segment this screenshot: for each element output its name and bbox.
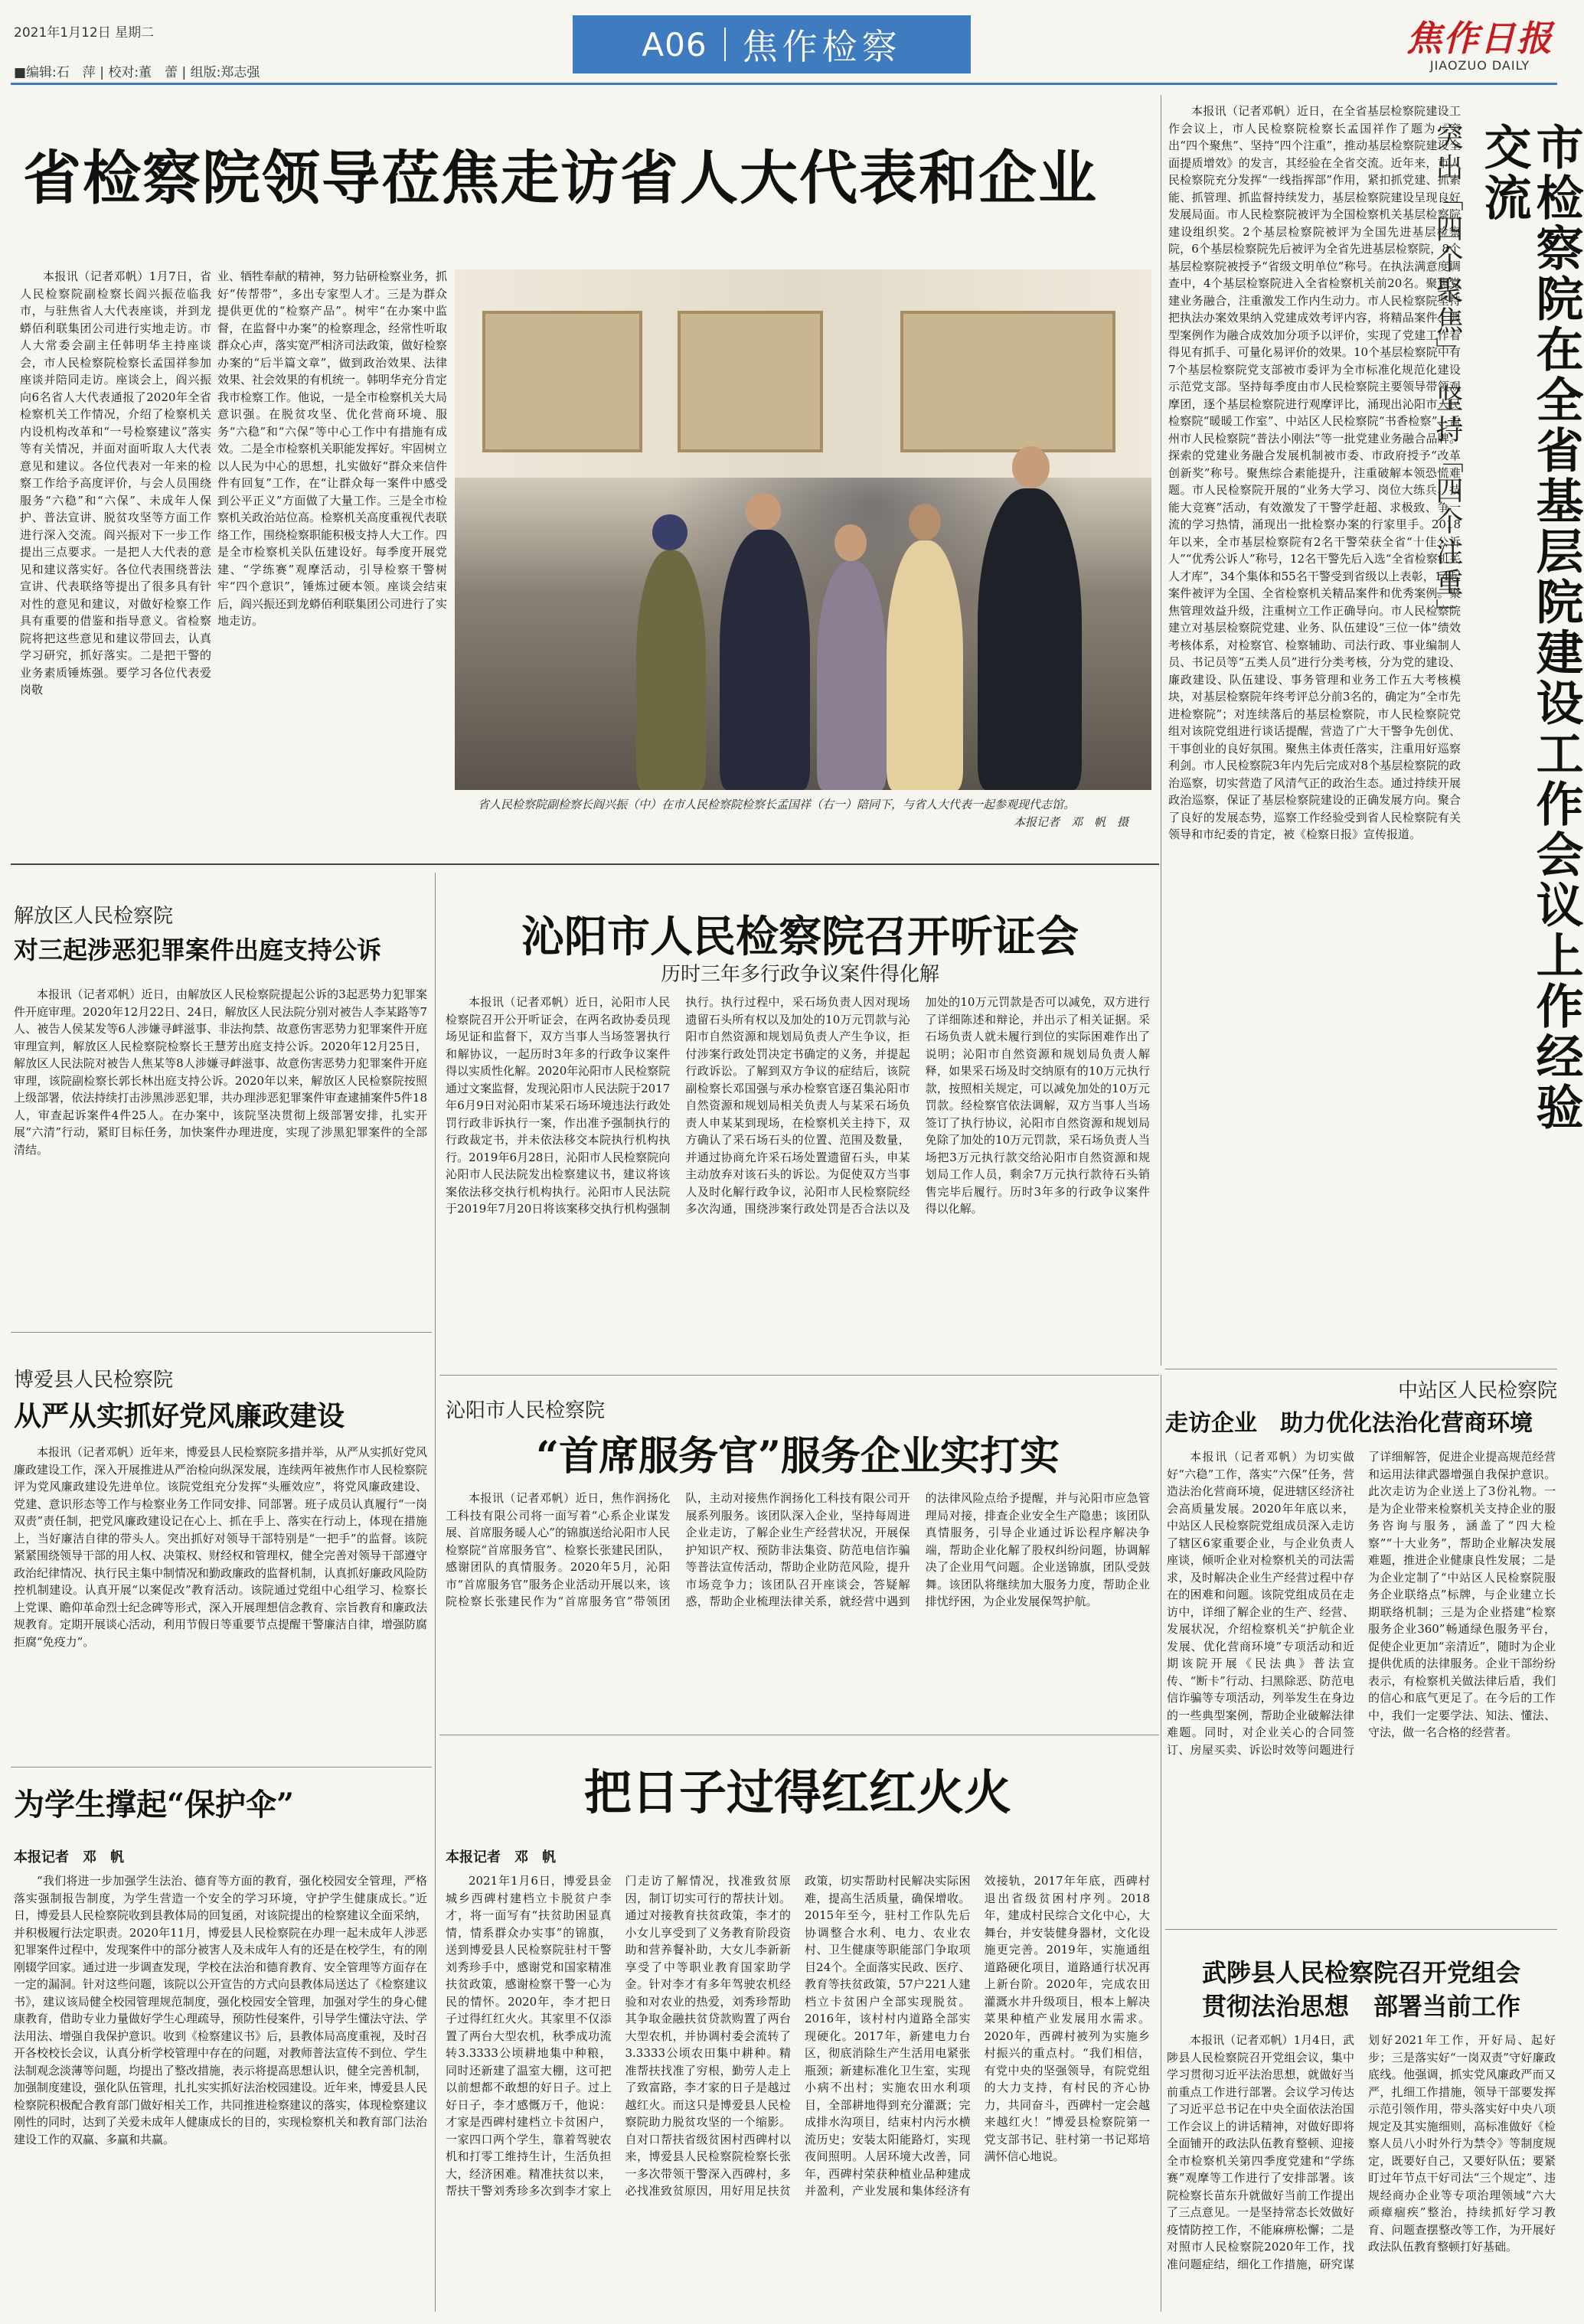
lead-headline: 省检察院领导莅焦走访省人大代表和企业 bbox=[23, 144, 1098, 212]
service-rule bbox=[439, 1375, 1159, 1376]
photo-person-3 bbox=[817, 561, 887, 790]
jiefang-body bbox=[14, 986, 427, 1284]
lead-column-1 bbox=[20, 268, 211, 842]
boai-body bbox=[14, 1444, 427, 1758]
boai-body-text: 本报讯（记者邓帆）近年来，博爱县人民检察院多措并举，从严从实抓好党风廉政建设工作，深入开展推进从严治检向纵深发展，连续两年被焦作市人民检察院评为党风廉政建设先进单位。该院党组充分发挥“头雁效应”，将党风廉政建设、党建、意识形态等工作与检察业务工作同安排、同部署。班子成员认真履行“一岗双责”责任制，把党风廉政建设记在心上、抓在手上、落实在行动上，体现在措施上，当好廉洁自律的带头人。突出抓好对领导干部特别是“一把手”的监督。该院紧紧围绕领导干部的用人权、决策权、财经权和管理权，健全完善对领导干部遵守政治纪律情况、执行民主集中制情况和勤政廉政的监督机制，认真抓好廉政风险防控机制建设。认真开展“以案促改”教育活动。该院通过党组中心组学习、检察长上党课、瞻仰革命烈士纪念碑等形式，深入开展理想信念教育、宗旨教育和廉政法规教育。定期开展谈心活动，利用节假日等重要节点提醒干警廉洁自律，增强防腐拒腐“免疫力”。 bbox=[14, 1445, 428, 1649]
banner-divider bbox=[724, 28, 726, 61]
service-headline: “首席服务官”服务企业实打实 bbox=[536, 1433, 1060, 1480]
photo-head-4 bbox=[909, 504, 941, 540]
service-kicker: 沁阳市人民检察院 bbox=[446, 1399, 606, 1422]
jiefang-kicker: 解放区人民检察院 bbox=[14, 905, 174, 928]
umbrella-byline: 本报记者 邓 帆 bbox=[14, 1849, 124, 1865]
photo-head-2 bbox=[746, 493, 781, 530]
zhongzhan-body-text: 本报讯（记者邓帆）为切实做好“六稳”工作，落实“六保”任务，营造法治化营商环境，促进辖区经济社会高质量发展。2020年年底以来，中站区人民检察院党组成员深入走访了辖区6家重要企业，与企业负责人座谈，倾听企业对检察机关的司法需求，及时解决企业生产经营过程中存在的困难和问题。该院党组成员在走访中，详细了解企业的生产、经营、发展状况，介绍检察机关“护航企业发展、优化营商环境”专项活动和近期该院开展《民法典》普法宣传、“断卡”行动、扫黑除恶、防范电信诈骗等专项活动，列举发生在身边的一些典型案例，帮助企业破解法律难题。同时，对企业关心的合同签订、房屋买卖、诉讼时效等问题进行了详细解答，促进企业提高规范经营和运用法律武器增强自我保护意识。此次走访为企业送上了3份礼物。一是为企业带来检察机关支持企业的服务咨询与服务，涵盖了“四大检察”“十大业务”，帮助企业解决发展难题，推进企业健康良性发展；二是为企业定制了“中站区人民检察院服务企业联络点”标牌，与企业建立长期联络机制；三是为企业搭建“检察服务企业360”畅通绿色服务平台，促使企业更加“亲清近”，随时为企业提供优质的法律服务。企业干部纷纷表示，有检察机关做法律后盾，我们的信心和底气更足了。在今后的工作中，我们一定要学法、知法、懂法、守法，做一名合格的经营者。 bbox=[1167, 1450, 1556, 1757]
hearing-body bbox=[446, 994, 1150, 1359]
page-number: A06 bbox=[642, 25, 707, 64]
lead-column-2 bbox=[217, 268, 447, 842]
hearing-body-text: 本报讯（记者邓帆）近日，沁阳市人民检察院召开公开听证会，在两名政协委员现场见证和监督下，双方当事人当场签署执行和解协议，一起历时3年多的行政争议案件得以实质性化解。2020年沁阳市人民检察院通过文案监督，发现沁阳市人民法院于2017年6月9日对沁阳市某采石场环境违法行政处罚行政非诉执行一案，作出准予强制执行的行政裁定书，并未依法移交本院执行机构执行。2019年6月28日，沁阳市人民检察院向沁阳市人民法院发出检察建议书，建议将该案依法移交执行机构执行。沁阳市人民法院于2019年7月20日将该案移交执行机构强制执行。执行过程中，采石场负责人因对现场遗留石头所有权以及加处的10万元罚款与沁阳市自然资源和规划局负责人产生争议，拒付涉案行政处罚决定书确定的义务，并提起行政诉讼。了解到双方争议的症结后，该院副检察长邓国强与承办检察官逐召集沁阳市自然资源和规划局相关负责人与某采石场负责人申某某到现场，在检察机关主持下，双方确认了采石场石头的位置、范围及数量，并通过协商允许采石场处置遗留石头，申某主动放弃对该石头的诉讼。为促使双方当事人及时化解行政争议，沁阳市人民检察院经多次沟通，围绕涉案行政处罚是否合法以及加处的10万元罚款是否可以减免，双方进行了详细陈述和辩论，并出示了相关证据。采石场负责人就未履行到位的实际困难作出了说明；沁阳市自然资源和规划局负责人解释，如果采石场及时交纳原有的10万元执行款，按照相关规定，可以减免加处的10万元罚款。经检察官依法调解，双方当事人当场签订了执行协议，沁阳市自然资源和规划局免除了加处的10万元罚款，采石场负责人当场把3万元执行款交给沁阳市自然资源和规划局工作人员，剩余7万元执行款待石头销售完毕后履行。历时3年多的行政争议案件得以化解。 bbox=[446, 995, 1150, 1216]
lead-col1-text: 本报讯（记者邓帆）1月7日，省人民检察院副检察长阎兴振莅临我市，与驻焦省人大代表座谈，并到龙蟒佰利联集团公司进行实地走访。市人大常委会副主任韩明华主持座谈会，市人民检察院检察长孟国祥参加座谈并陪同走访。座谈会上，阎兴振向6名省人大代表通报了2020年全省检察机关工作情况，介绍了检察机关内设机构改革和“一号检察建议”落实等有关情况，并面对面听取人大代表意见和建议。各位代表对一年来的检察工作给予高度评价，与会人员围绕服务“六稳”和“六保”、未成年人保护、普法宣讲、脱贫攻坚等方面工作进行深入交流。阎兴振对下一步工作提出三点要求。一是把人大代表的意见和建议落实好。各位代表围绕普法宣讲、代表联络等提出了很多具有针对性的意见和建议，对做好检察工作具有重要的借鉴和指导意义。省检察院将把这些意见和建议带回去，认真学习研究，抓好落实。二是把干警的业务素质锤炼强。要学习各位代表爱岗敬 bbox=[20, 269, 211, 697]
jiefang-body-text: 本报讯（记者邓帆）近日，由解放区人民检察院提起公诉的3起恶势力犯罪案件开庭审理。2020年12月22日、24日，解放区人民法院分别对被告人李某路等7人、被告人侯某发等6人涉嫌寻衅滋事、非法拘禁、故意伤害恶势力犯罪案件开庭审理宣判，解放区人民检察院检察长王慧芳出庭支持公诉。2020年12月25日，解放区人民法院对被告人焦某等8人涉嫌寻衅滋事、故意伤害恶势力犯罪案件开庭审理，该院副检察长郭长林出庭支持公诉。2020年以来，解放区人民检察院按照上级部署，依法持续打击涉黑涉恶犯罪，共办理涉恶犯罪案件审查逮捕案件5件18人，审查起诉案件4件25人。在办案中，该院坚决贯彻上级部署安排，扎实开展“六清”行动，紧盯目标任务，加快案件办理进度，实现了涉黑犯罪案件的全部清结。 bbox=[14, 987, 427, 1157]
masthead-name: 焦作日报 bbox=[1406, 18, 1553, 59]
wuzhi-body bbox=[1167, 2032, 1556, 2307]
jiefang-headline: 对三起涉恶犯罪案件出庭支持公诉 bbox=[14, 935, 382, 965]
col-divider-left bbox=[435, 873, 436, 2312]
header-rule bbox=[11, 83, 1557, 85]
masthead-pinyin: JIAOZUO DAILY bbox=[1429, 58, 1530, 73]
row2-rule bbox=[11, 863, 1159, 865]
service-body bbox=[446, 1490, 1150, 1727]
header-date: 2021年1月12日 星期二 bbox=[14, 25, 155, 41]
photo-display-board-1 bbox=[482, 311, 642, 452]
right-feature-column bbox=[1168, 103, 1461, 1343]
right-feature-text: 本报讯（记者邓帆）近日，在全省基层检察院建设工作会议上，市人民检察院检察长孟国祥作了题为《突出“四个聚焦”、坚持“四个注重”，推动基层检察院建设全面提质增效》的发言，其经验在全省交流。近年来，市人民检察院充分发挥“一线指挥部”作用，紧扣抓党建、抓素能、抓管理、抓监督持续发力，基层检察院建设呈现良好发展局面。市人民检察院被评为全国检察机关基层检察院建设组织奖。2个基层检察院被评为全国先进基层检察院，6个基层检察院先后被评为全省先进基层检察院，8个基层检察院被授予“省级文明单位”称号。在执法满意度调查中，4个基层检察院进入全省检察机关前20名。聚焦党建业务融合，注重激发工作内生动力。市人民检察院坚持把执法办案效果纳入党建成效考评内容，将精品案件、典型案例作为融合成效加分项予以评价，实现了党建工作看得见有抓手、可量化易评价的效果。10个基层检察院中有7个基层检察院党支部被市委评为全市标准化规范化建设示范党支部。坚持每季度由市人民检察院主要领导带领观摩团，逐个基层检察院进行观摩评比，涌现出沁阳市人民检察院“暖暖工作室”、中站区人民检察院“书香检察”、孟州市人民检察院“普法小刚法”等一批党建业务融合品牌。探索的党建业务融合发展机制被市委、市政府授予“改革创新奖”称号。聚焦综合素能提升，注重破解本领恐慌难题。市人民检察院开展的“业务大学习、岗位大练兵、技能大竞赛”活动，有效激发了干警学赶超、求极致、争一流的学习热情，涌现出一批检察办案的行家里手。2018年以来，全市基层检察院有2名干警荣获全省“十佳公诉人”“优秀公诉人”称号，12名干警先后入选“全省检察机关人才库”，34个集体和55名干警受到省级以上表彰，14起案件被评为全国、全省检察机关精品案件和优秀案例。聚焦管理效益升级，注重树立工作正确导向。市人民检察院建立对基层检察院党建、业务、队伍建设“三位一体”绩效考核体系，对检察官、检察辅助、司法行政、事业编制人员、书记员等“五类人员”进行分类考核，分为党的建设、廉政建设、队伍建设、事务管理和业务工作五大考核模块，对基层检察院年终考评总分前3名的，确定为“全市先进检察院”；对连续落后的基层检察院，市人民检察院党组对该院党组进行谈话提醒，营造了广大干警争先创优、干事创业的良好氛围。聚焦主体责任落实，注重用好巡察利剑。市人民检察院3年内先后完成对8个基层检察院的政治巡察，切实营造了风清气正的政治生态。通过持续开展政治巡察，保证了基层检察院建设的正确发展方向。聚合了良好的发展态势，巡察工作经验受到省人民检察院有关领导和市纪委的肯定，被《检察日报》宣传报道。 bbox=[1168, 104, 1461, 841]
photo-person-5 bbox=[978, 488, 1083, 790]
photo-head-5 bbox=[1012, 446, 1050, 488]
umbrella-headline: 为学生撑起“保护伞” bbox=[14, 1787, 295, 1823]
photo-display-board-2 bbox=[678, 311, 823, 452]
photo-person-1 bbox=[636, 550, 706, 790]
poverty-byline: 本报记者 邓 帆 bbox=[446, 1849, 556, 1865]
boai-headline: 从严从实抓好党风廉政建设 bbox=[14, 1400, 345, 1432]
right-feature-headline: 市检察院在全省基层院建设工作会议上作经验交流 bbox=[1476, 122, 1584, 1133]
masthead-logo bbox=[1399, 11, 1560, 73]
wuzhi-headline-1: 武陟县人民检察院召开党组会 bbox=[1201, 1958, 1520, 1987]
photo-head-1 bbox=[652, 514, 687, 551]
header-editors: ■编辑:石 萍 | 校对:董 蕾 | 组版:郑志强 bbox=[14, 65, 260, 80]
photo-caption bbox=[455, 796, 1151, 831]
lead-col2-text: 业、牺牲奉献的精神，努力钻研检察业务，抓好“传帮带”，多出专家型人才。三是为群众提供更优的“检察产品”。树牢“在办案中监督，在监督中办案”的检察理念，经常性听取群众心声，落实宽严相济司法政策，做好检察办案的“后半篇文章”，做到政治效果、法律效果、社会效果的有机统一。韩明华充分肯定我市检察工作。他说，一是全市检察机关大局意识强。在脱贫攻坚、优化营商环境、服务“六稳”和“六保”等中心工作中有措施有成效。二是全市检察机关职能发挥好。牢固树立以人民为中心的思想，扎实做好“群众来信件件有回复”工作，在“让群众每一案件中感受到公平正义”方面做了大量工作。三是全市检察机关政治站位高。检察机关高度重视代表联络工作，围绕检察职能积极支持人大工作。四是全市检察机关队伍建设好。每季度开展党建、“学练赛”观摩活动，引导检察干警树牢“四个意识”，锤炼过硬本领。座谈会结束后，阎兴振还到龙蟒佰利联集团公司进行了实地走访。 bbox=[217, 269, 448, 628]
photo-credit: 本报记者 邓 帆 摄 bbox=[1013, 815, 1128, 829]
service-body-text: 本报讯（记者邓帆）近日，焦作润扬化工科技有限公司将一面写着“心系企业谋发展、首席服务暖人心”的锦旗送给沁阳市人民检察院“首席服务官”、检察长张建民团队，感谢团队的真情服务。2020年5月，沁阳市“首席服务官”服务企业活动开展以来，该院检察长张建民作为“首席服务官”带领团队，主动对接焦作润扬化工科技有限公司开展系列服务。该团队深入企业，坚持每周进企业走访，了解企业生产经营状况，开展保护知识产权、预防非法集资、防范电信诈骗等普法宣传活动，帮助企业防范风险，提升市场竞争力；该团队召开座谈会，答疑解惑，帮助企业梳理法律关系，就经营中遇到的法律风险点给予提醒，并与沁阳市应急管理局对接，排查企业安全生产隐患；该团队真情服务，引导企业通过诉讼程序解决争端，帮助企业化解了股权纠纷问题，协调解决了企业用气问题。企业送锦旗，团队受鼓舞。该团队将继续加大服务力度，帮助企业排忧纾困，为企业发展保驾护航。 bbox=[446, 1491, 1150, 1608]
section-name: 焦作检察 bbox=[742, 26, 902, 67]
photo-display-board-3 bbox=[900, 311, 1115, 452]
zhongzhan-headline: 走访企业 助力优化法治化营商环境 bbox=[1165, 1410, 1533, 1437]
umbrella-body bbox=[14, 1872, 427, 2306]
wuzhi-headline-2: 贯彻法治思想 部署当前工作 bbox=[1201, 1992, 1520, 2021]
right-feature-subtitle: 突出「四个聚焦」 坚持「四个注重」 bbox=[1432, 122, 1463, 629]
photo-person-4 bbox=[887, 540, 963, 790]
hearing-headline: 沁阳市人民检察院召开听证会 bbox=[521, 912, 1079, 962]
photo-person-2 bbox=[720, 530, 810, 790]
photo-caption-text: 省人民检察院副检察长阎兴振（中）在市人民检察院检察长孟国祥（右一）陪同下，与省人大代表一起参观现代志馆。 bbox=[478, 798, 1076, 811]
photo-head-3 bbox=[834, 524, 867, 561]
poverty-body bbox=[446, 1872, 1150, 2306]
section-banner bbox=[573, 15, 971, 73]
wuzhi-rule bbox=[1165, 1929, 1557, 1930]
umbrella-body-text: “我们将进一步加强学生法治、德育等方面的教育，强化校园安全管理，严格落实强制报告制度，为学生营造一个安全的学习环境，守护学生健康成长。”近日，博爱县人民检察院收到县教体局的回复函，对该院提出的检察建议全面采纳，并积极履行法定职责。2020年11月，博爱县人民检察院在办理一起未成年人涉恶犯罪案件过程中，发现案件中的部分被害人及未成年人有的还是在校学生，有的刚刚辍学回家。通过进一步调查发现，学校在法治和德育教育、安全管理等方面存在一定的漏洞。针对这些问题，该院以公开宣告的方式向县教体局送达了《检察建议书》，建议该局健全校园管理规范制度，强化校园安全管理，加强对学生的身心健康教育，借助专业力量做好学生心理疏导，预防性侵案件，引导学生懂法守法、学法用法、增强自我保护意识。收到《检察建议书》后，县教体局高度重视，及时召开各校校长会议，认真分析学校管理中存在的问题，对教师普法宣传不到位、学生法制观念淡薄等问题，均提出了整改措施，表示将提高思想认识，健全完善机制，加强制度建设，强化队伍管理，扎扎实实抓好法治校园建设。近年来，博爱县人民检察院积极配合教育部门做好相关工作，共同推进检察建议的落实，体现检察建议刚性的同时，达到了关爱未成年人健康成长的目的，实现检察机关和教育部门法治建设工作的双赢、多赢和共赢。 bbox=[14, 1874, 428, 2146]
zhongzhan-kicker: 中站区人民检察院 bbox=[1397, 1379, 1557, 1402]
boai-rule bbox=[11, 1332, 432, 1333]
hearing-subtitle: 历时三年多行政争议案件得化解 bbox=[660, 963, 939, 986]
poverty-headline: 把日子过得红红火火 bbox=[583, 1764, 1011, 1820]
boai-kicker: 博爱县人民检察院 bbox=[14, 1369, 174, 1392]
lead-photo bbox=[455, 269, 1151, 790]
wuzhi-body-text: 本报讯（记者邓帆）1月4日，武陟县人民检察院召开党组会议，集中学习贯彻习近平法治思想，就做好当前重点工作进行部署。会议学习传达了习近平总书记在中央全面依法治国工作会议上的讲话精神，对做好即将全面铺开的政法队伍教育整顿、迎接全市检察机关第四季度党建和“学练赛”观摩等工作进行了安排部署。该院检察长苗东升就做好当前工作提出了三点意见。一是坚持常态长效做好疫情防控工作，不能麻痹松懈；二是对照市人民检察院2020年工作，找准问题症结，细化工作措施，研究谋划好2021年工作，开好局、起好步；三是落实好“一岗双责”守好廉政底线。他强调，抓实党风廉政严而又严，扎细工作措施，领导干部要发挥示范引领作用，带头落实好中央八项规定及其实施细则，高标准做好《检察人员八小时外行为禁令》等制度规定，既要好自己，又要好队伍；要紧盯过年节点干好司法“三个规定”、违规经商办企业等专项治理领域“六大顽瘴痼疾”整治，持续抓好学习教育、问题查摆整改等工作，为开展好政法队伍教育整顿打好基础。 bbox=[1167, 2033, 1556, 2271]
poverty-body-text: 2021年1月6日，博爱县金城乡西碑村建档立卡脱贫户李才，将一面写有“扶贫助困显真情，情系群众办实事”的锦旗，送到博爱县人民检察院驻村干警刘秀珍手中，感谢党和国家精准扶贫政策，感谢检察干警一心为民的情怀。2020年，李才把日子过得红红火火。其家里不仅添置了两台大型农机，秋季成功流转3.3333公顷耕地集中种粮，同时还新建了温室大棚，这可把以前想都不敢想的好日子。过上好日子，李才感慨万千，他说：才家是西碑村建档立卡贫困户，一家四口两个学生，靠着驾驶农机和打零工维持生计，生活负担大，经济困难。精准扶贫以来，帮扶干警刘秀珍多次到李才家上门走访了解情况，找准致贫原因，制订切实可行的帮扶计划。通过对接教育扶贫政策，李才的小女儿享受到了义务教育阶段资助和营养餐补助，大女儿李新新享受了中等职业教育国家助学金。针对李才有多年驾驶农机经验和对农业的热爱，刘秀珍帮助其争取金融扶贫贷款购置了两台大型农机，并协调村委会流转了3.3333公顷农田集中耕种。精准帮扶找准了穷根，勤劳人走上了致富路，李才家的日子是越过越红火。而这只是博爱县人民检察院助力脱贫攻坚的一个缩影。自对口帮扶省级贫困村西碑村以来，博爱县人民检察院检察长张一多次带领干警深入西碑村，多必找准致贫原因，用好用足扶贫政策，切实帮助村民解决实际困难，提高生活质量，确保增收。2015年至今，驻村工作队先后协调整合水利、电力、农业农村、卫生健康等职能部门争取项目24个。全面落实民政、医疗、教育等扶贫政策，57户221人建档立卡贫困户全部实现脱贫。2016年，该村村内道路全部实现硬化。2017年，新建电力台区，彻底消除生产生活用电紧张瓶颈；新建标准化卫生室，实现小病不出村；实施农田水利项目，全部耕地得到充分灌溉；完成排水沟项目，结束村内污水横流历史；安装太阳能路灯，实现夜间照明。人居环境大改善，同年，西碑村荣获种植业品种建成并盈利，产业发展和集体经济有效接轨，2017年年底，西碑村退出省级贫困村序列。2018年，建成村民综合文化中心，大舞台，并安装健身器材，文化设施更完善。2019年，实施通组道路硬化项目，道路通行状况再上新台阶。2020年，完成农田灌溉水井升级项目，根本上解决菜果种植产业发展用水需求。2020年，西碑村被列为实施乡村振兴的重点村。“我们相信，有党中央的坚强领导，有院党组的大力支持，有村民的齐心协力，共同奋斗，西碑村一定会越来越红火！”博爱县检察院第一党支部书记、驻村第一书记郑培满怀信心地说。 bbox=[446, 1874, 1150, 2198]
zhongzhan-body bbox=[1167, 1448, 1556, 1923]
